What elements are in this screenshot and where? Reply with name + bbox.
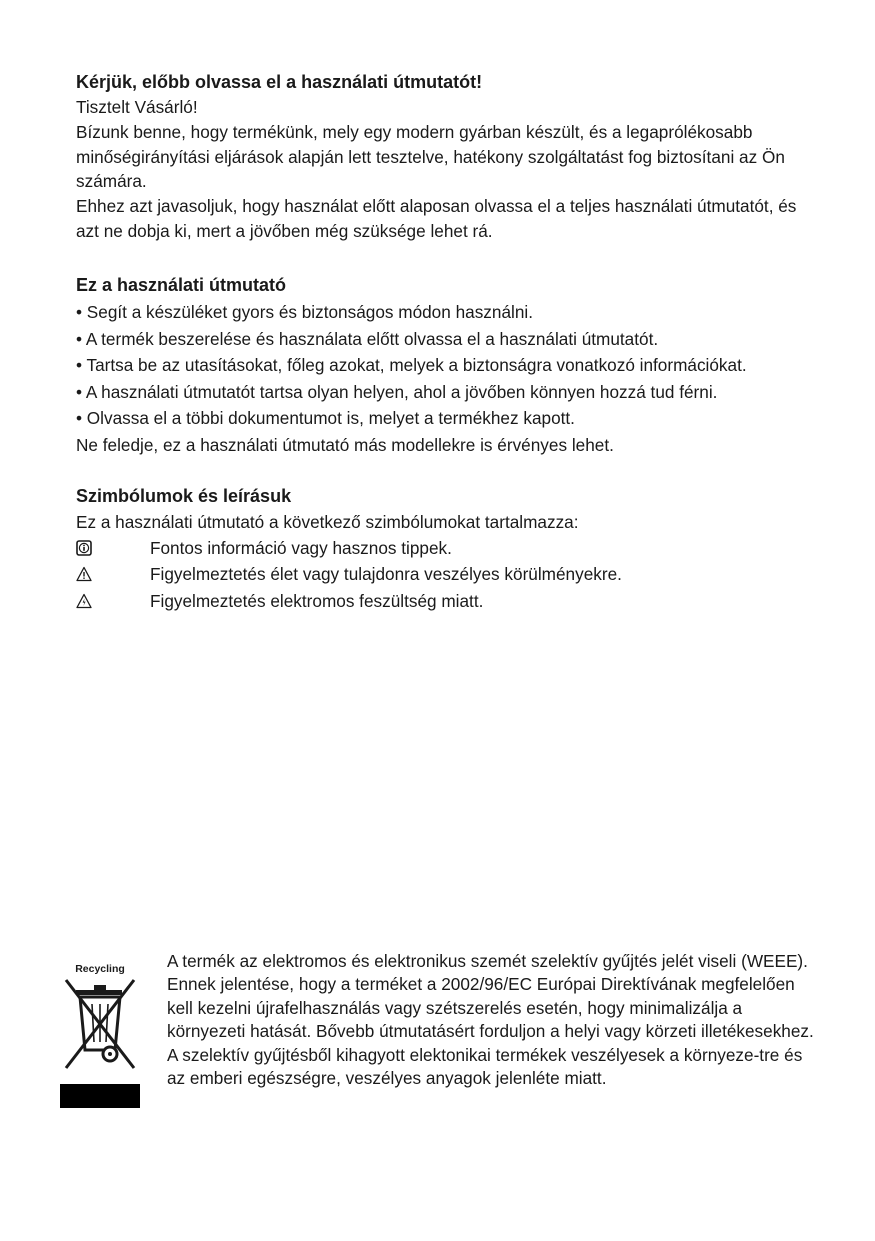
info-icon	[76, 540, 92, 556]
greeting: Tisztelt Vásárló!	[76, 97, 198, 117]
electric-warning-icon	[76, 593, 92, 609]
recycling-text	[167, 950, 817, 1090]
manual-section	[76, 273, 816, 458]
intro-heading: Kérjük, előbb olvassa el a használati útmutatót!	[76, 72, 483, 92]
symbol-description: Figyelmeztetés élet vagy tulajdonra veszélyes körülményekre.	[150, 564, 622, 584]
symbol-row-electric-warning	[76, 589, 816, 616]
intro-paragraph-2: Ehhez azt javasoljuk, hogy használat előtt alaposan olvassa el a teljes használati útmutatót, és azt ne dobja ki, mert a jövőben még szüksége lehet rá.	[76, 196, 797, 241]
symbol-description: Fontos információ vagy hasznos tippek.	[150, 537, 452, 558]
intro-paragraph-1: Bízunk benne, hogy termékünk, mely egy modern gyárban készült, és a legaprólékosabb minőségirányítási eljárások alapján lett tesztelve, hatékony szolgáltatást fog biztosítani az Ön számára.	[76, 121, 785, 192]
recycling-line: A szelektív gyűjtésből kihagyott elektonikai termékek veszélyesek a környeze-tre és az emberi egészségre, veszélyes anyagok jelenléte miatt.	[167, 1044, 803, 1089]
recycling-line: Ennek jelentése, hogy a terméket a 2002/96/EC Európai Direktívának megfelelően kell kezelni újrafelhasználás vagy szétszerelés esetén, hogy minimalizálja a környezeti hatását. Bővebb útmutatásért forduljon a helyi vagy körzeti illetékesekhez.	[167, 974, 814, 1042]
recycling-label: Recycling	[75, 963, 125, 975]
symbols-section	[76, 484, 816, 615]
warning-icon	[76, 566, 92, 582]
symbols-heading: Szimbólumok és leírásuk	[76, 486, 292, 506]
crossed-out-wheelie-bin-icon	[58, 976, 142, 1110]
symbol-row-warning	[76, 562, 816, 589]
manual-bullet: • A termék beszerelése és használata előtt olvassa el a használati útmutatót.	[76, 328, 659, 349]
symbol-row-info	[76, 536, 816, 563]
manual-bullet: • Segít a készüléket gyors és biztonságos módon használni.	[76, 302, 533, 322]
manual-bullet: • Tartsa be az utasításokat, főleg azokat, melyek a biztonságra vonatkozó információkat.	[76, 355, 747, 375]
manual-note: Ne feledje, ez a használati útmutató más modellekre is érvényes lehet.	[76, 434, 614, 455]
recycling-line: A termék az elektromos és elektronikus szemét szelektív gyűjtés jelét viseli (WEEE).	[167, 951, 808, 971]
symbol-description: Figyelmeztetés elektromos feszültség miatt.	[150, 590, 484, 611]
intro-section	[76, 70, 816, 244]
weee-logo	[58, 960, 142, 1110]
symbols-intro: Ez a használati útmutató a következő szimbólumokat tartalmazza:	[76, 512, 579, 532]
manual-bullet: • Olvassa el a többi dokumentumot is, melyet a termékhez kapott.	[76, 408, 575, 428]
manual-heading: Ez a használati útmutató	[76, 275, 287, 295]
manual-bullet: • A használati útmutatót tartsa olyan helyen, ahol a jövőben könnyen hozzá tud férni.	[76, 381, 718, 402]
